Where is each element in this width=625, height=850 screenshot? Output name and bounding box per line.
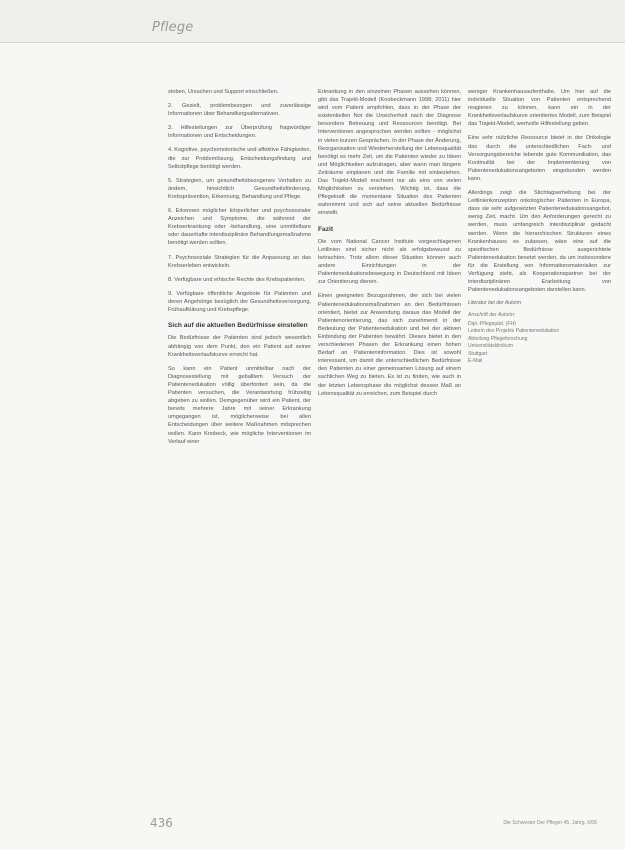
paragraph: So kann ein Patient unmittelbar nach der Diagnosestellung mit geballtem Versuch der Patientenedukation völlig überfordert sein, da die Patienten versuchen, die Verantwortung frühzeitig abgeben zu wollen. Demgegenüber wird ein Patient, der bereits mehrere Jahre mit seiner Erkrankung umgegangen ist, möglicherweise bei allen Entscheidungen über weitere Maßnahmen mitsprechen wollen. Kann Knobeck, wie mögliche Interventionen im Verlauf einer xyxy=(168,365,311,445)
text-column-3 xyxy=(468,88,611,810)
address-line: Dipl.-Pflegepäd. (FH) xyxy=(468,321,516,328)
section-heading: Sich auf die aktuellen Bedürfnisse einstellen xyxy=(168,322,308,330)
journal-reference: Die Schwester Der Pfleger 45. Jahrg. 6/06 xyxy=(503,820,597,826)
list-item: 5. Strategien, um gesundheitsbezogenes Verhalten zu ändern, hinsichtlich Gesundheitsförderung, Krebsprävention, Erkennung, Behandlung und Pflege. xyxy=(168,177,311,200)
address-line: E-Mail xyxy=(468,358,483,365)
paragraph: Eine sehr nützliche Ressource bietet in der Onkologie das durch die unterschiedlichen Fach- und Versorgungsbereiche lebende gute Kommunikation, das Kontinuität bei der Implementierung von Patientenedukationsangeboten eingebunden werden kann. xyxy=(468,135,611,182)
address-title: Anschrift der Autorin: xyxy=(468,311,516,318)
address-line: Stuttgart xyxy=(468,350,488,357)
page-number: 436 xyxy=(150,816,173,830)
paragraph: weniger Krankenhausaufenthalte. Um hier auf die individuelle Situation von Patienten entsprechend reagieren zu können, kann ein in der Krankheitsverlaufskurve orientiertes Modell, zum Beispiel das Trajekt-Modell, wertvolle Hilfestellung geben. xyxy=(468,89,611,128)
paragraph: Einen geeigneten Bezugsrahmen, der sich bei vielen Patientenedukationsmaßnahmen an den Bedürfnissen orientiert, bietet zur Anwendung daraus das Modell der Patientenorientierung, das sich zunehmend in der Bedeutung der Patientenedukation und bei der aktiven Einbindung der Patienten bewährt. Dieses bietet in den verschiedenen Phasen der Erkrankung einen hohen Bedarf an Patienteninformation. Dies ist sowohl interessant, um damit die unterschiedlichen Bedürfnisse den Patienten zu einer gemeinsamen Lösung auf einem sachlichen Weg zu bieten. Es ist zu finden, wie auch in der letzten Lebensphase die möglichst dessen Maß an Lebensqualität zu erreichen, zum Beispiel durch xyxy=(318,293,461,397)
page-header xyxy=(0,0,625,43)
author-info xyxy=(468,300,611,365)
address-line: Abteilung Pflegeforschung xyxy=(468,335,528,342)
list-item: 9. Verfügbare öffentliche Angebote für Patienten und deren Angehörige bezüglich der Gesundheitsversorgung, Frühaufklärung und Krebspflege. xyxy=(168,290,311,313)
paragraph: stoben, Ursachen und Support einschließen. xyxy=(168,89,279,95)
list-item: 4. Kognitive, psychomotorische und affektive Fähigkeiten, die zur Problemlösung, Entscheidungsfindung und Selbstpflege benötigt werden. xyxy=(168,147,311,170)
list-item: 2. Gezielt, problembezogen und zuverlässige Informationen über Behandlungsalternativen. xyxy=(168,103,311,118)
paragraph: Allerdings zeigt die Stichtagserhebung bei der Leitlinienkonzeption onkologischer Patienten in Europa, dass sie sehr aufgesetzten Patientenedukationsangebot, wenig Zeit, macht. Um den Anforderungen gerecht zu werden, muss umfangreich interdisziplinär gedacht werden. Wenn die hierarchischen Strukturen eines Krankenhauses es zulassen, wäre eine auf die spezifischen Bedürfnisse ausgerichtete Patientenedukation besetzt werden, da um insbesondere für die Erstellung von Informationsmaterialien zur Verfügung steht, als Kooperationspartner bei der interdisziplinären Erarbeitung von Patientenedukationsangeboten darstellen kann. xyxy=(468,190,611,294)
page-footer xyxy=(0,808,625,850)
literature-note: Literatur bei der Autorin xyxy=(468,300,522,307)
list-item: 7. Psychosoziale Strategien für die Anpassung an das Krebserleben entwickeln. xyxy=(168,254,311,269)
list-item: 6. Erkennen möglicher körperlicher und psychosozialer Anzeichen und Symptome, die während der Krebserkrankung oder -behandlung, eine unmittelbare oder dauerhafte interdisziplinäre Behandlungsmaßnahme benötigt werden sollten. xyxy=(168,208,311,247)
address-line: Leiterin des Projekts Patientenedukation xyxy=(468,328,560,335)
paragraph: Die Bedürfnisse der Patienten sind jedoch wesentlich abhängig von dem Punkt, den ein Patient auf seiner Krankheitsverlaufskurve erreicht hat. xyxy=(168,335,311,358)
list-item: 3. Hilfestellungen zur Überprüfung fragwürdiger Informationen und Entscheidungen. xyxy=(168,125,311,140)
text-column-2 xyxy=(318,88,461,810)
address-line: Universitätsklinikum xyxy=(468,343,514,350)
paragraph: Die vom National Cancer Institute vorgeschlagenen Leitlinien sind sicher nicht als erfolgsbewusst zu betrachten. Trotz allem dieser Situation können auch andere Einrichtungen in der Patientenedukationsbewegung in Deutschland mit Ideen zur Orientierung dienen. xyxy=(318,238,461,286)
text-column-1 xyxy=(168,88,311,810)
section-heading: Fazit xyxy=(318,225,334,233)
list-item: 8. Verfügbare und ethische Rechte des Krebspatienten. xyxy=(168,276,306,283)
paragraph: Erkrankung in den einzelnen Phasen aussehen können, gibt das Trajekt-Modell (Knobeckmann 1998; 2011) hier wird vom Patient empfohlen, dass in der Phase der existentiellen Not die Unsicherheit nach der Diagnose besonders Betreuung und Ressourcen benötigt. Bei Interventionen angesprochen werden sollten - möglichst in vielen kurzen Gesprächen. In der Phase der Änderung, Reorganisation und Wiederherstellung der Lebensqualität benötigt es mehr Zeit, um die Patienten wieder zu Ideen und Möglichkeiten aufzutragen, aber wann man längere Zeiträume einplanen und die Familie mit einbeziehen. Das Trajekt-Modell erscheint nur als eins von vielen Möglichkeiten zu verstehen. Wichtig ist, dass die Pflegekraft die momentane Situation des Patienten wahrnimmt und sich auf seine aktuellen Bedürfnisse einstellt. xyxy=(318,89,461,217)
running-head: Pflege xyxy=(152,20,194,35)
